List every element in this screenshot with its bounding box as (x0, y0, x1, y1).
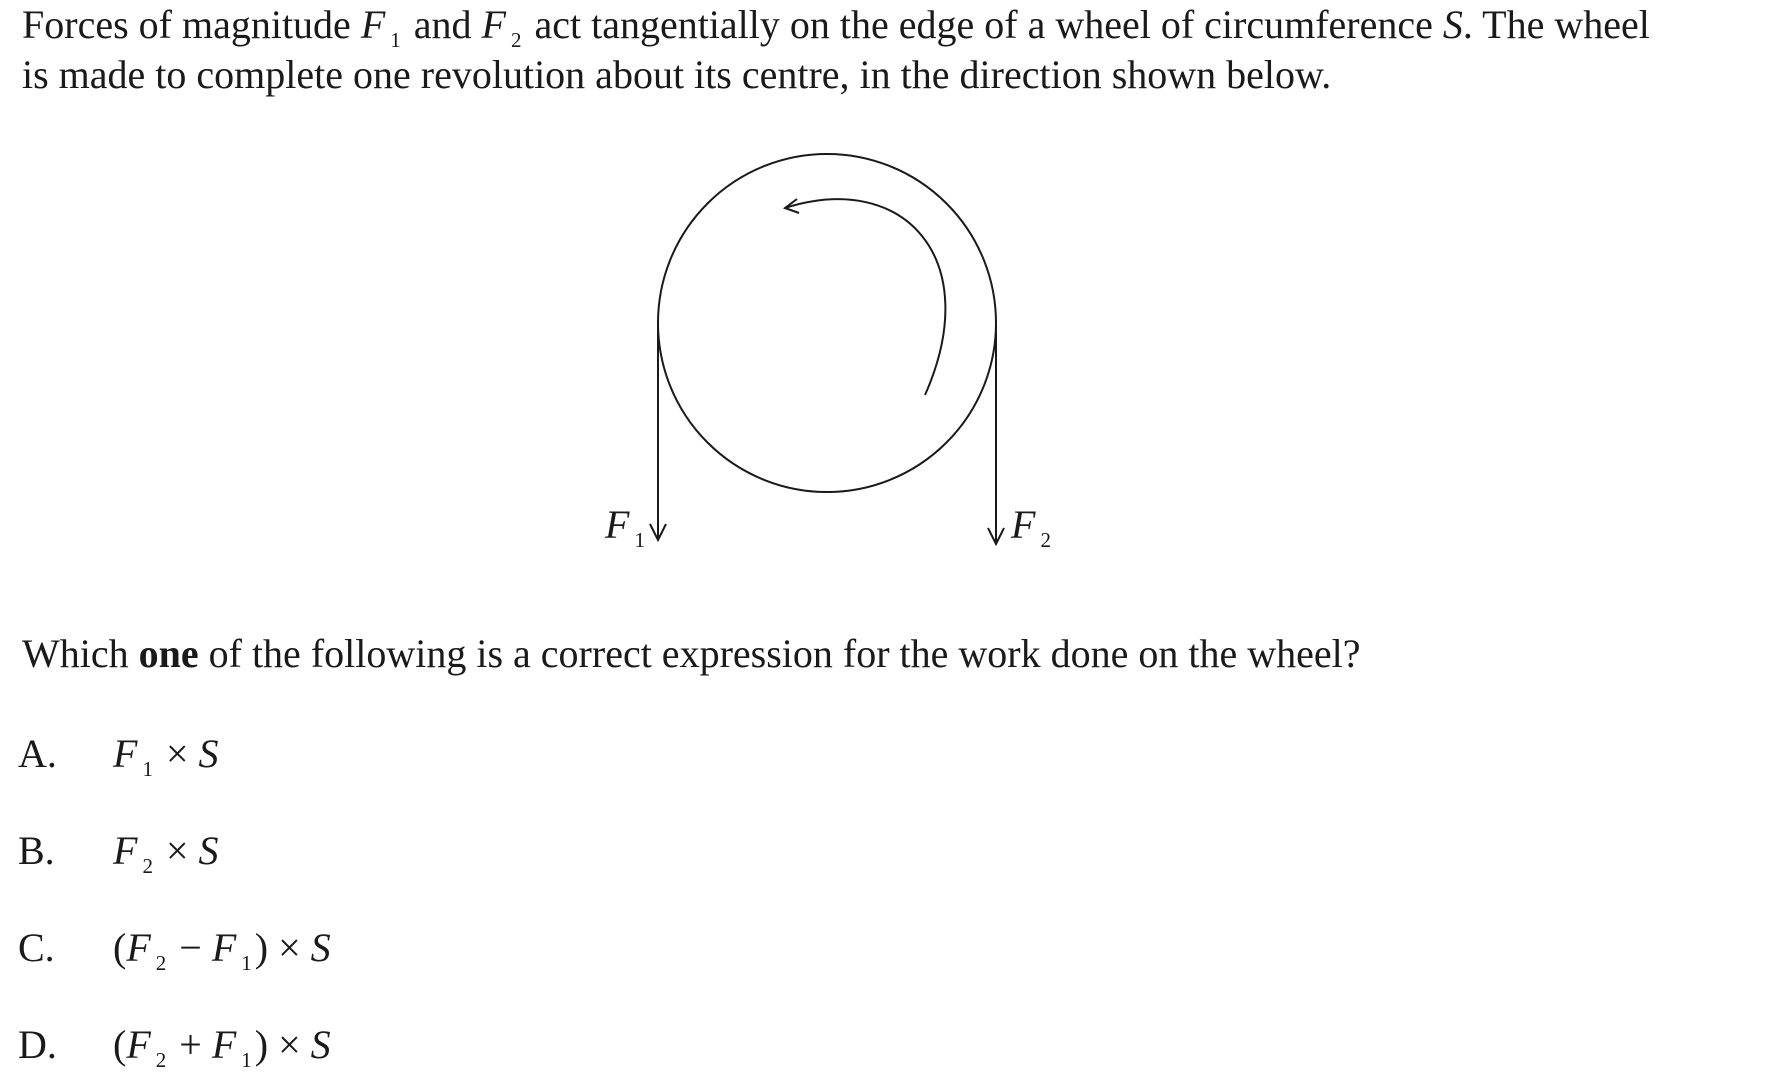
subscript-1: 1 (390, 28, 401, 52)
option-letter: A. (18, 731, 57, 776)
subscript-2: 2 (155, 1048, 167, 1072)
stem-text: act tangentially on the edge of a wheel of circumference (524, 2, 1443, 47)
times-sign: × (165, 731, 189, 776)
question-text: of the following is a correct expression for the work done on the wheel? (198, 631, 1361, 676)
force-symbol-f1: F (605, 502, 630, 547)
stem-text: and (403, 2, 482, 47)
close-paren: ) (254, 925, 269, 970)
option-c[interactable] (18, 923, 331, 973)
times-sign: × (278, 925, 301, 970)
label-f2 (1011, 500, 1054, 550)
force-symbol-f2: F (113, 828, 138, 873)
subscript-1: 1 (634, 528, 645, 552)
circumference-symbol: S (310, 1022, 331, 1067)
force-symbol-f2: F (481, 2, 506, 47)
circumference-symbol: S (198, 828, 219, 873)
stem-text: . The wheel (1462, 2, 1650, 47)
force-symbol-f1: F (211, 925, 237, 970)
close-paren: ) (254, 1022, 269, 1067)
force-symbol-f2: F (126, 1022, 151, 1067)
option-letter: B. (18, 828, 55, 873)
open-paren: ( (113, 1022, 127, 1067)
open-paren: ( (113, 925, 127, 970)
subscript-2: 2 (142, 854, 153, 878)
stem-text: Forces of magnitude (22, 2, 361, 47)
question-text: Which (22, 631, 139, 676)
circumference-symbol: S (310, 925, 331, 970)
times-sign: × (165, 828, 189, 873)
option-a[interactable] (18, 729, 219, 779)
force-symbol-f1: F (360, 2, 386, 47)
stem-line-2: is made to complete one revolution about its centre, in the direction shown below. (22, 52, 1332, 97)
force-symbol-f2: F (1011, 502, 1036, 547)
option-d[interactable] (18, 1020, 331, 1070)
force-symbol-f2: F (126, 925, 151, 970)
plus-sign: + (179, 1022, 202, 1067)
question-emphasis: one (138, 631, 199, 676)
force-symbol-f1: F (211, 1022, 237, 1067)
subscript-2: 2 (155, 951, 167, 975)
force-symbol-f1: F (113, 731, 138, 776)
minus-sign: − (179, 925, 202, 970)
option-letter: C. (18, 925, 55, 970)
label-f1 (605, 500, 648, 550)
question-prompt (22, 629, 1360, 679)
subscript-1: 1 (241, 1048, 252, 1072)
subscript-1: 1 (142, 757, 153, 781)
subscript-1: 1 (241, 951, 252, 975)
circumference-symbol: S (198, 731, 219, 776)
rotation-arrow-arc (785, 199, 945, 395)
option-letter: D. (18, 1022, 57, 1067)
subscript-2: 2 (510, 28, 522, 52)
subscript-2: 2 (1040, 528, 1051, 552)
times-sign: × (278, 1022, 301, 1067)
option-b[interactable] (18, 826, 219, 876)
circumference-symbol: S (1442, 2, 1463, 47)
